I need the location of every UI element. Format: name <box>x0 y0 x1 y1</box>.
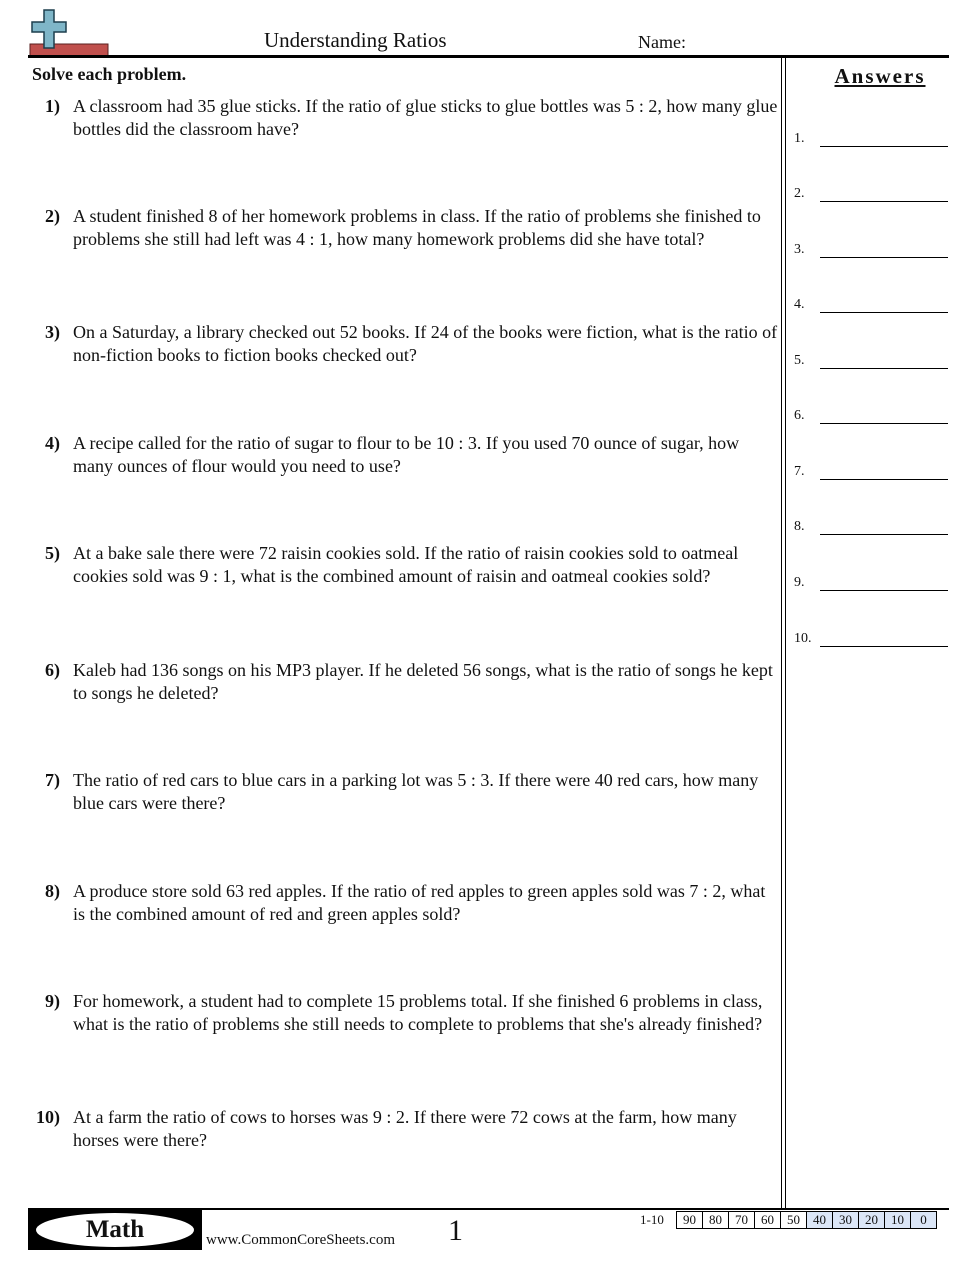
answer-blank-3[interactable] <box>794 238 948 258</box>
problem-number: 1) <box>45 96 60 116</box>
score-cell: 60 <box>755 1212 781 1229</box>
answer-blank-6[interactable] <box>794 404 948 424</box>
score-cell: 50 <box>781 1212 807 1229</box>
header-rule <box>28 55 949 58</box>
score-cell: 40 <box>807 1212 833 1229</box>
answer-number: 5. <box>794 353 805 368</box>
math-logo-icon <box>28 8 110 58</box>
answer-number: 9. <box>794 575 805 590</box>
problem-text: A classroom had 35 glue sticks. If the ratio of glue sticks to glue bottles was 5 : 2, how many glue bottles did the classroom have? <box>73 96 778 139</box>
problem-number: 4) <box>45 433 60 453</box>
answer-number: 4. <box>794 297 805 312</box>
problem-number: 3) <box>45 322 60 342</box>
answers-title: Answers <box>834 64 926 88</box>
score-cell: 0 <box>911 1212 937 1229</box>
problem-number: 6) <box>45 660 60 680</box>
answer-line <box>820 534 948 535</box>
problem-text: A recipe called for the ratio of sugar to flour to be 10 : 3. If you used 70 ounce of sugar, how many ounces of flour would you need to use? <box>73 433 740 476</box>
problem-number: 10) <box>36 1107 60 1127</box>
answer-blank-2[interactable] <box>794 182 948 202</box>
answer-blank-9[interactable] <box>794 571 948 591</box>
score-cell: 30 <box>833 1212 859 1229</box>
answer-line <box>820 257 948 258</box>
problem-text: A student finished 8 of her homework problems in class. If the ratio of problems she finished to problems she still had left was 4 : 1, how many homework problems did she have total? <box>73 206 761 249</box>
answer-number: 10. <box>794 631 812 646</box>
problem-text: Kaleb had 136 songs on his MP3 player. If he deleted 56 songs, what is the ratio of songs he kept to songs he deleted? <box>73 660 773 703</box>
page-title: Understanding Ratios <box>264 28 447 52</box>
page-number: 1 <box>448 1214 463 1247</box>
score-cell: 90 <box>677 1212 703 1229</box>
answer-line <box>820 423 948 424</box>
answer-blank-5[interactable] <box>794 349 948 369</box>
answer-number: 7. <box>794 464 805 479</box>
answer-line <box>820 646 948 647</box>
answer-number: 1. <box>794 131 805 146</box>
answer-line <box>820 146 948 147</box>
score-range-label: 1-10 <box>640 1212 664 1227</box>
answer-blank-4[interactable] <box>794 293 948 313</box>
answer-blank-1[interactable] <box>794 127 948 147</box>
answer-blank-8[interactable] <box>794 515 948 535</box>
column-divider <box>785 58 786 1208</box>
answer-line <box>820 312 948 313</box>
problem-text: At a farm the ratio of cows to horses was 9 : 2. If there were 72 cows at the farm, how many horses were there? <box>73 1107 737 1150</box>
math-badge <box>28 1210 202 1250</box>
answer-blank-10[interactable] <box>794 627 948 647</box>
answer-blank-7[interactable] <box>794 460 948 480</box>
score-cell: 80 <box>703 1212 729 1229</box>
score-cell: 70 <box>729 1212 755 1229</box>
math-badge-label: Math <box>36 1213 194 1247</box>
answer-number: 3. <box>794 242 805 257</box>
answer-number: 8. <box>794 519 805 534</box>
answer-number: 6. <box>794 408 805 423</box>
score-cell: 10 <box>885 1212 911 1229</box>
score-cell: 20 <box>859 1212 885 1229</box>
site-url: www.CommonCoreSheets.com <box>206 1232 396 1248</box>
problem-number: 9) <box>45 991 60 1011</box>
answer-line <box>820 201 948 202</box>
instructions: Solve each problem. <box>32 64 187 84</box>
problem-number: 5) <box>45 543 60 563</box>
problem-number: 8) <box>45 881 60 901</box>
problem-text: On a Saturday, a library checked out 52 books. If 24 of the books were fiction, what is the ratio of non-fiction books to fiction books checked out? <box>73 322 778 365</box>
problem-text: A produce store sold 63 red apples. If the ratio of red apples to green apples sold was 7 : 2, what is the combined amount of red and green apples sold? <box>73 881 766 924</box>
problem-text: For homework, a student had to complete 15 problems total. If she finished 6 problems in class, what is the ratio of problems she still needs to complete to problems that she's already finished? <box>73 991 763 1034</box>
problem-number: 2) <box>45 206 60 226</box>
answer-line <box>820 479 948 480</box>
answer-line <box>820 590 948 591</box>
problem-text: At a bake sale there were 72 raisin cookies sold. If the ratio of raisin cookies sold to oatmeal cookies sold was 9 : 1, what is the combined amount of raisin and oatmeal cookies sold? <box>73 543 739 586</box>
problem-text: The ratio of red cars to blue cars in a parking lot was 5 : 3. If there were 40 red cars, how many blue cars were there? <box>73 770 759 813</box>
score-table <box>676 1211 937 1229</box>
problem-number: 7) <box>45 770 60 790</box>
answer-number: 2. <box>794 186 805 201</box>
column-divider <box>781 58 782 1208</box>
answer-line <box>820 368 948 369</box>
name-label: Name: <box>638 32 686 52</box>
